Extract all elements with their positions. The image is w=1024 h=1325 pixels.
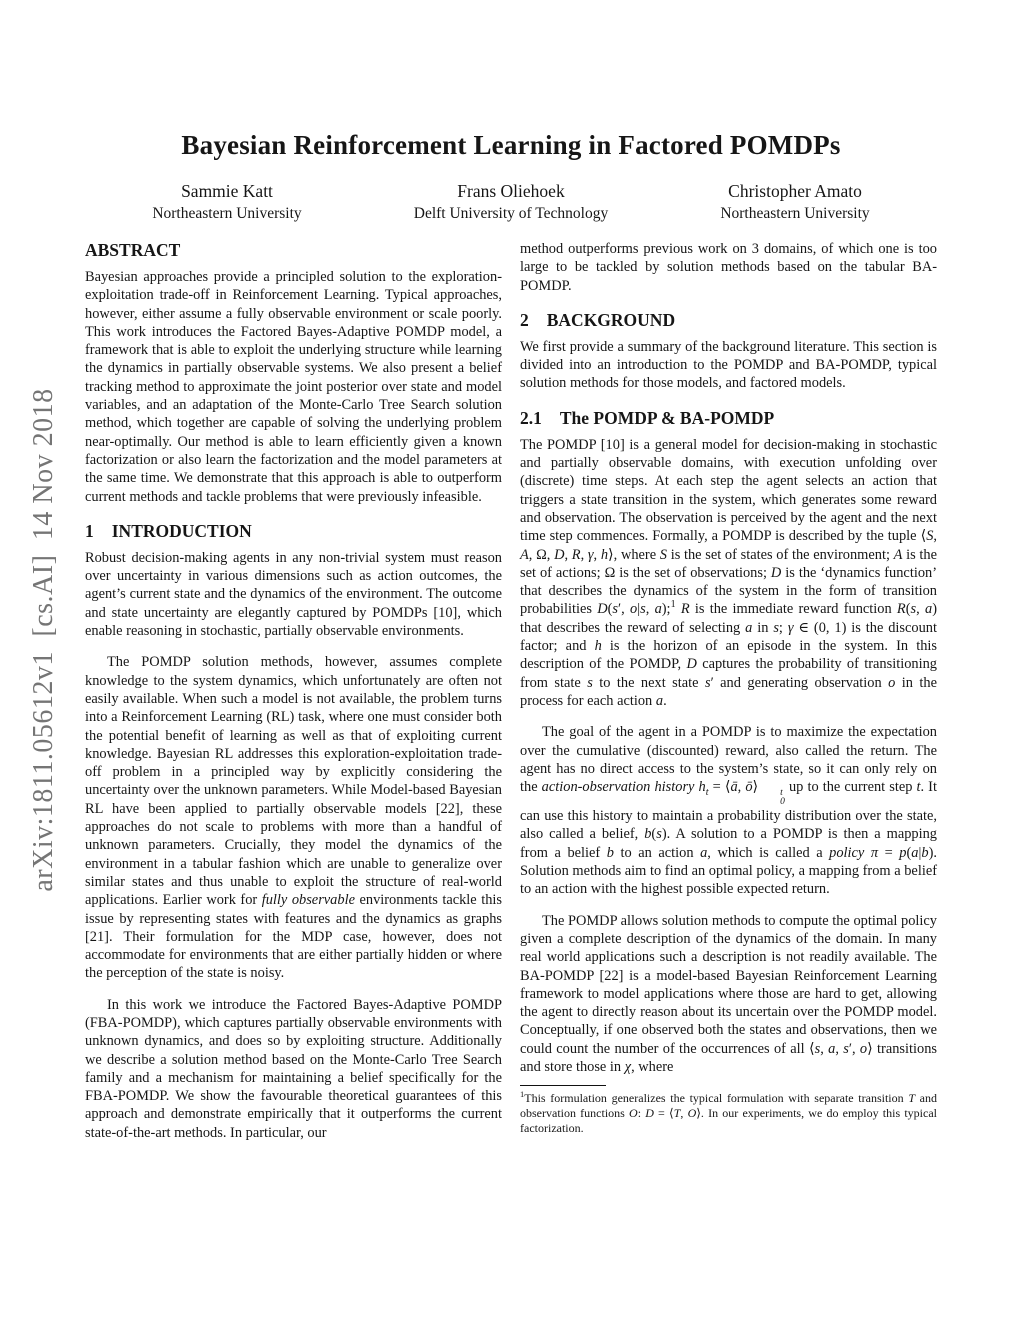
footnote-rule: [520, 1085, 606, 1086]
section-title: INTRODUCTION: [111, 520, 252, 541]
abstract-heading: ABSTRACT: [85, 240, 181, 260]
author-affiliation: Northeastern University: [720, 205, 870, 222]
left-column: [85, 240, 502, 1142]
footnote-block: [520, 1085, 937, 1135]
section-number: 1: [85, 520, 94, 541]
pomdp-paragraph-3: The POMDP allows solution methods to compute the optimal policy given a complete description of the dynamics of the domain. In many real world applications such a description is not readily available. The BA-POMDP [22] is a model-based Bayesian Reinforcement Learning framework to model applications where those are hard to get, allowing the agent to directly reason about its uncertain over the POMDP model. Conceptually, if one observed both the states and observations, then we could count the number of the occurrences of all ⟨s, a, s′, o⟩ transitions and store those in χ, where: [520, 912, 938, 1075]
introduction-paragraph-1: Robust decision-making agents in any non-trivial system must reason over uncertainty in various dimensions such as action outcomes, the agent’s current state and the dynamics of the environment. The outcome and state uncertainty are elegantly captured by POMDPs [10], which enable reasoning in stochastic, partially observable environments.: [85, 549, 502, 640]
subsection-heading-pomdp: [520, 408, 937, 429]
footnote-text: [520, 1091, 937, 1135]
subsection-title: The POMDP & BA-POMDP: [559, 407, 775, 428]
footnote-marker: 1: [520, 1089, 525, 1100]
introduction-paragraph-2: The POMDP solution methods, however, assumes complete knowledge to the system dynamics, which unfortunately are often not easily available. When such a model is not available, the problem turns into a Reinforcement Learning (RL) task, where one must consider both the potential benefit of learning as well as that of exploiting current knowledge. Bayesian RL addresses this exploration-exploitation trade-off problem in a principled way by explicitly considering the uncertainty over the unknown parameters. While Model-based Bayesian RL have been applied to partially observable models [22], these approaches do not scale to problems with more than a handful of unknown parameters. Crucially, they model the dynamics of the environment in a tabular fashion which are unable to generalize over similar states and thus unable to exploit the structure of real-world applications. Earlier work for fully observable environments tackle this issue by representing states with features and the dynamics as graphs [21]. Their formulation for the MDP case, however, does not accommodate for environments that are either partially hidden or where the perception of the state is noisy.: [85, 654, 503, 982]
author-affiliation: Northeastern University: [152, 205, 302, 222]
background-paragraph-1: We first provide a summary of the background literature. This section is divided into an introduction to the POMDP and BA-POMDP, typical solution methods for those models, and factored models.: [520, 338, 937, 392]
author-name: Sammie Katt: [181, 181, 273, 201]
author-affiliation: Delft University of Technology: [413, 205, 609, 222]
paper-title: Bayesian Reinforcement Learning in Factored POMDPs: [181, 130, 841, 160]
author-block: [85, 181, 937, 223]
pomdp-paragraph-1: The POMDP [10] is a general model for decision-making in stochastic and partially observable domains, with execution unfolding over (discrete) time steps. At each step the agent selects an action that triggers a state transition in the system, which generates some reward and observation. The observation is perceived by the agent and the next time step commences. Formally, a POMDP is described by the tuple ⟨S, A, Ω, D, R, γ, h⟩, where S is the set of states of the environment; A is the set of actions; Ω is the set of observations; D is the ‘dynamics function’ that describes the dynamics of the system in the form of transition probabilities D(s′, o|s, a);$^1$ R is the immediate reward function R(s, a) that describes the reward of selecting a in s; γ ∈ (0, 1) is the discount factor; and h is the horizon of an episode in the system. In this description of the POMDP, D captures the probability of transitioning from state s to the next state s′ and generating observation o in the process for each action a.: [520, 436, 937, 709]
section-heading-introduction: [85, 521, 502, 542]
two-column-body: [85, 240, 937, 1142]
section-number: 2: [520, 309, 529, 330]
author-3: [653, 181, 937, 223]
introduction-paragraph-3: In this work we introduce the Factored Bayes-Adaptive POMDP (FBA-POMDP), which captures partially observable environments with unknown dynamics, and does so by exploiting structure. Additionally we describe a solution method based on the Monte-Carlo Tree Search family and a mechanism for maintaining a belief specifically for the FBA-POMDP. We show the favourable theoretical guarantees of this approach and demonstrate empirically that it outperforms the current state-of-the-art methods. In particular, our: [85, 996, 502, 1141]
author-1: [85, 181, 369, 223]
section-heading-background: [520, 310, 937, 331]
author-2: [369, 181, 653, 223]
paper-content: [85, 0, 937, 1142]
author-name: Frans Oliehoek: [457, 181, 565, 201]
pomdp-paragraph-2: The goal of the agent in a POMDP is to maximize the expectation over the cumulative (discounted) reward, also called the return. The agent has no direct access to the system’s state, so it can only rely on the action-observation history $h_t$ = ⟨ā, ō⟩ t 0 up to the current step t. It can use this history to maintain a probability distribution over the state, also called a belief, b(s). A solution to a POMDP is then a mapping from a belief b to an action a, which is called a policy π = p(a|b). Solution methods aim to find an optimal policy, a mapping from a belief to an action with the highest possible expected return.: [520, 724, 937, 898]
author-name: Christopher Amato: [728, 181, 862, 201]
footnote-body: This formulation generalizes the typical formulation with separate transition T and observation functions O: D = ⟨T, O⟩. In our experiments, we do employ this typical factorization.: [520, 1091, 938, 1135]
right-column: [520, 240, 937, 1136]
section-title: BACKGROUND: [546, 309, 676, 330]
subsection-number: 2.1: [520, 407, 542, 428]
arxiv-stamp: arXiv:1811.05612v1 [cs.AI] 14 Nov 2018: [28, 388, 59, 892]
abstract-body: Bayesian approaches provide a principled solution to the exploration-exploitation trade-off in Reinforcement Learning. Typical approaches, however, either assume a fully observable environment or scale poorly. This work introduces the Factored Bayes-Adaptive POMDP model, a framework that is able to exploit the underlying structure while learning the dynamics in partially observable systems. We also present a belief tracking method to approximate the joint posterior over state and model variables, and an adaptation of the Monte-Carlo Tree Search solution method, which together are capable of solving the underlying problem near-optimally. Our method is able to learn efficiently given a known factorization or also learn the factorization and the model parameters at the same time. We demonstrate that this approach is able to outperform current methods and tackle problems that were previously infeasible.: [85, 269, 502, 505]
abstract-continuation: method outperforms previous work on 3 domains, of which one is too large to be tackled by solution methods based on the tabular BA-POMDP.: [520, 241, 937, 294]
